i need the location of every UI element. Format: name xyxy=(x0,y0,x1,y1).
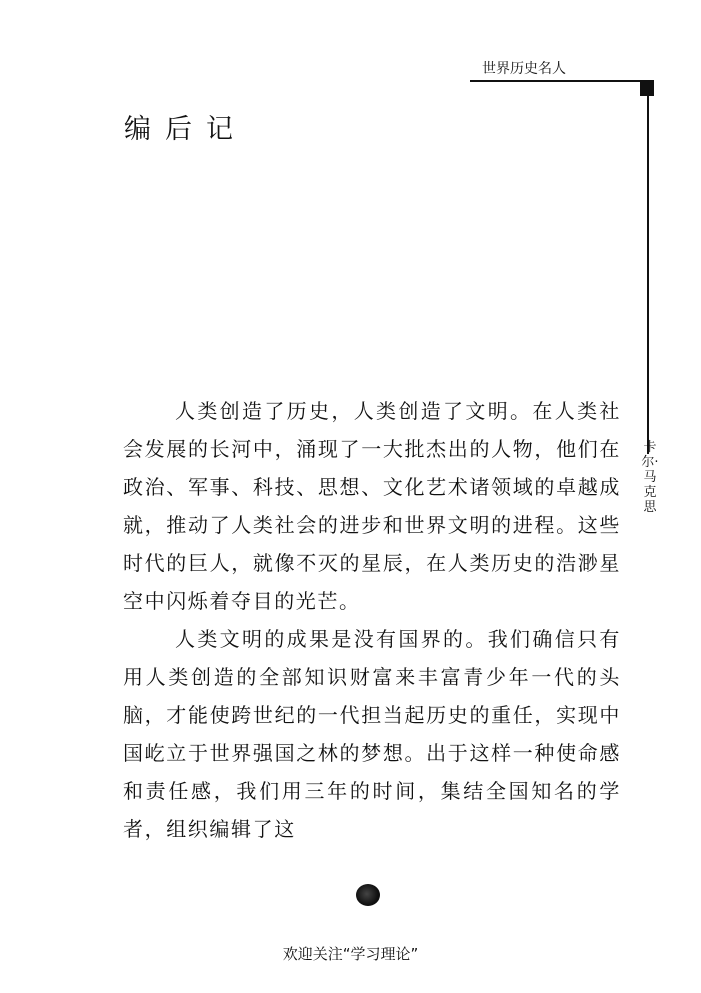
footer-note: 欢迎关注“学习理论” xyxy=(282,945,419,963)
page-number-mark xyxy=(356,884,380,906)
running-header: 世界历史名人 xyxy=(482,61,566,77)
side-title: 卡尔·马克思 xyxy=(641,440,659,515)
corner-block xyxy=(640,80,654,96)
paragraph: 人类文明的成果是没有国界的。我们确信只有用人类创造的全部知识财富来丰富青少年一代的头脑，才能使跨世纪的一代担当起历史的重任，实现中国屹立于世界强国之林的梦想。出于这样一种使命感和责任感，我们用三年的时间，集结全国知名的学者，组织编辑了这 xyxy=(123,627,621,841)
paragraph: 人类创造了历史，人类创造了文明。在人类社会发展的长河中，涌现了一大批杰出的人物，他们在政治、军事、科技、思想、文化艺术诸领域的卓越成就，推动了人类社会的进步和世界文明的进程。这些时代的巨人，就像不灭的星辰，在人类历史的浩渺星空中闪烁着夺目的光芒。 xyxy=(123,399,621,613)
section-title: 编后记 xyxy=(124,114,247,145)
body-text xyxy=(123,392,621,848)
header-rule xyxy=(470,80,644,82)
side-rule xyxy=(647,96,649,454)
